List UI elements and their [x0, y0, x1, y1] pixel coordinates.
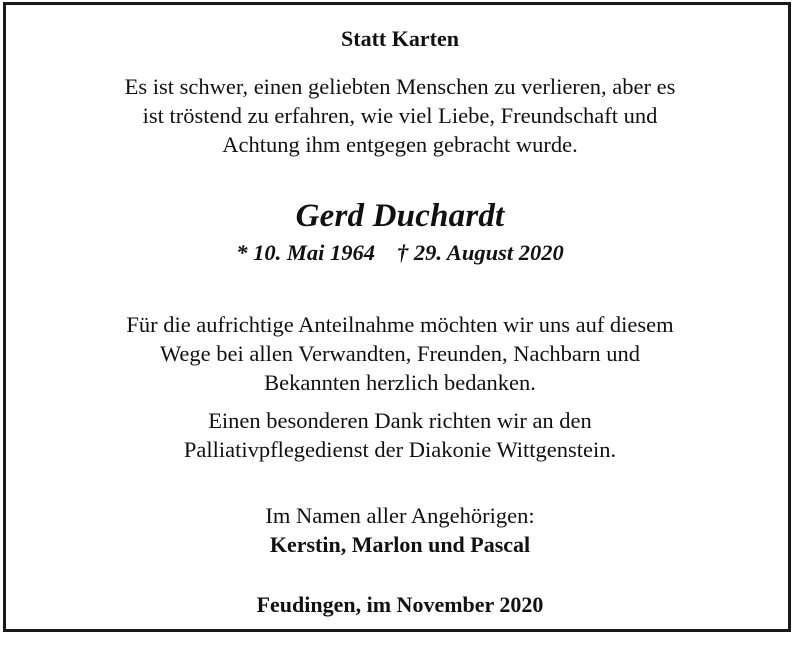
deceased-name: Gerd Duchardt: [295, 198, 505, 234]
birth-date: * 10. Mai 1964: [236, 240, 376, 265]
signature-intro: Im Namen aller Angehörigen:: [265, 503, 535, 528]
notice-header: Statt Karten: [341, 26, 459, 51]
signature-names: Kerstin, Marlon und Pascal: [269, 532, 531, 557]
place-date: Feudingen, im November 2020: [256, 592, 544, 617]
thanks-line-2: Wege bei allen Verwandten, Freunden, Nachbarn und: [159, 341, 641, 366]
life-dates: [0, 240, 800, 266]
special-thanks-line-2: Palliativpflegedienst der Diakonie Wittgenstein.: [183, 437, 617, 462]
quote-line-2: ist tröstend zu erfahren, wie viel Liebe, Freundschaft und: [142, 103, 658, 128]
quote-line-1: Es ist schwer, einen geliebten Menschen zu verlieren, aber es: [124, 74, 676, 99]
quote-line-3: Achtung ihm entgegen gebracht wurde.: [222, 132, 578, 157]
thanks-line-1: Für die aufrichtige Anteilnahme möchten wir uns auf diesem: [126, 312, 674, 337]
death-date: † 29. August 2020: [397, 240, 564, 265]
special-thanks-line-1: Einen besonderen Dank richten wir an den: [208, 408, 592, 433]
thanks-line-3: Bekannten herzlich bedanken.: [264, 370, 536, 395]
